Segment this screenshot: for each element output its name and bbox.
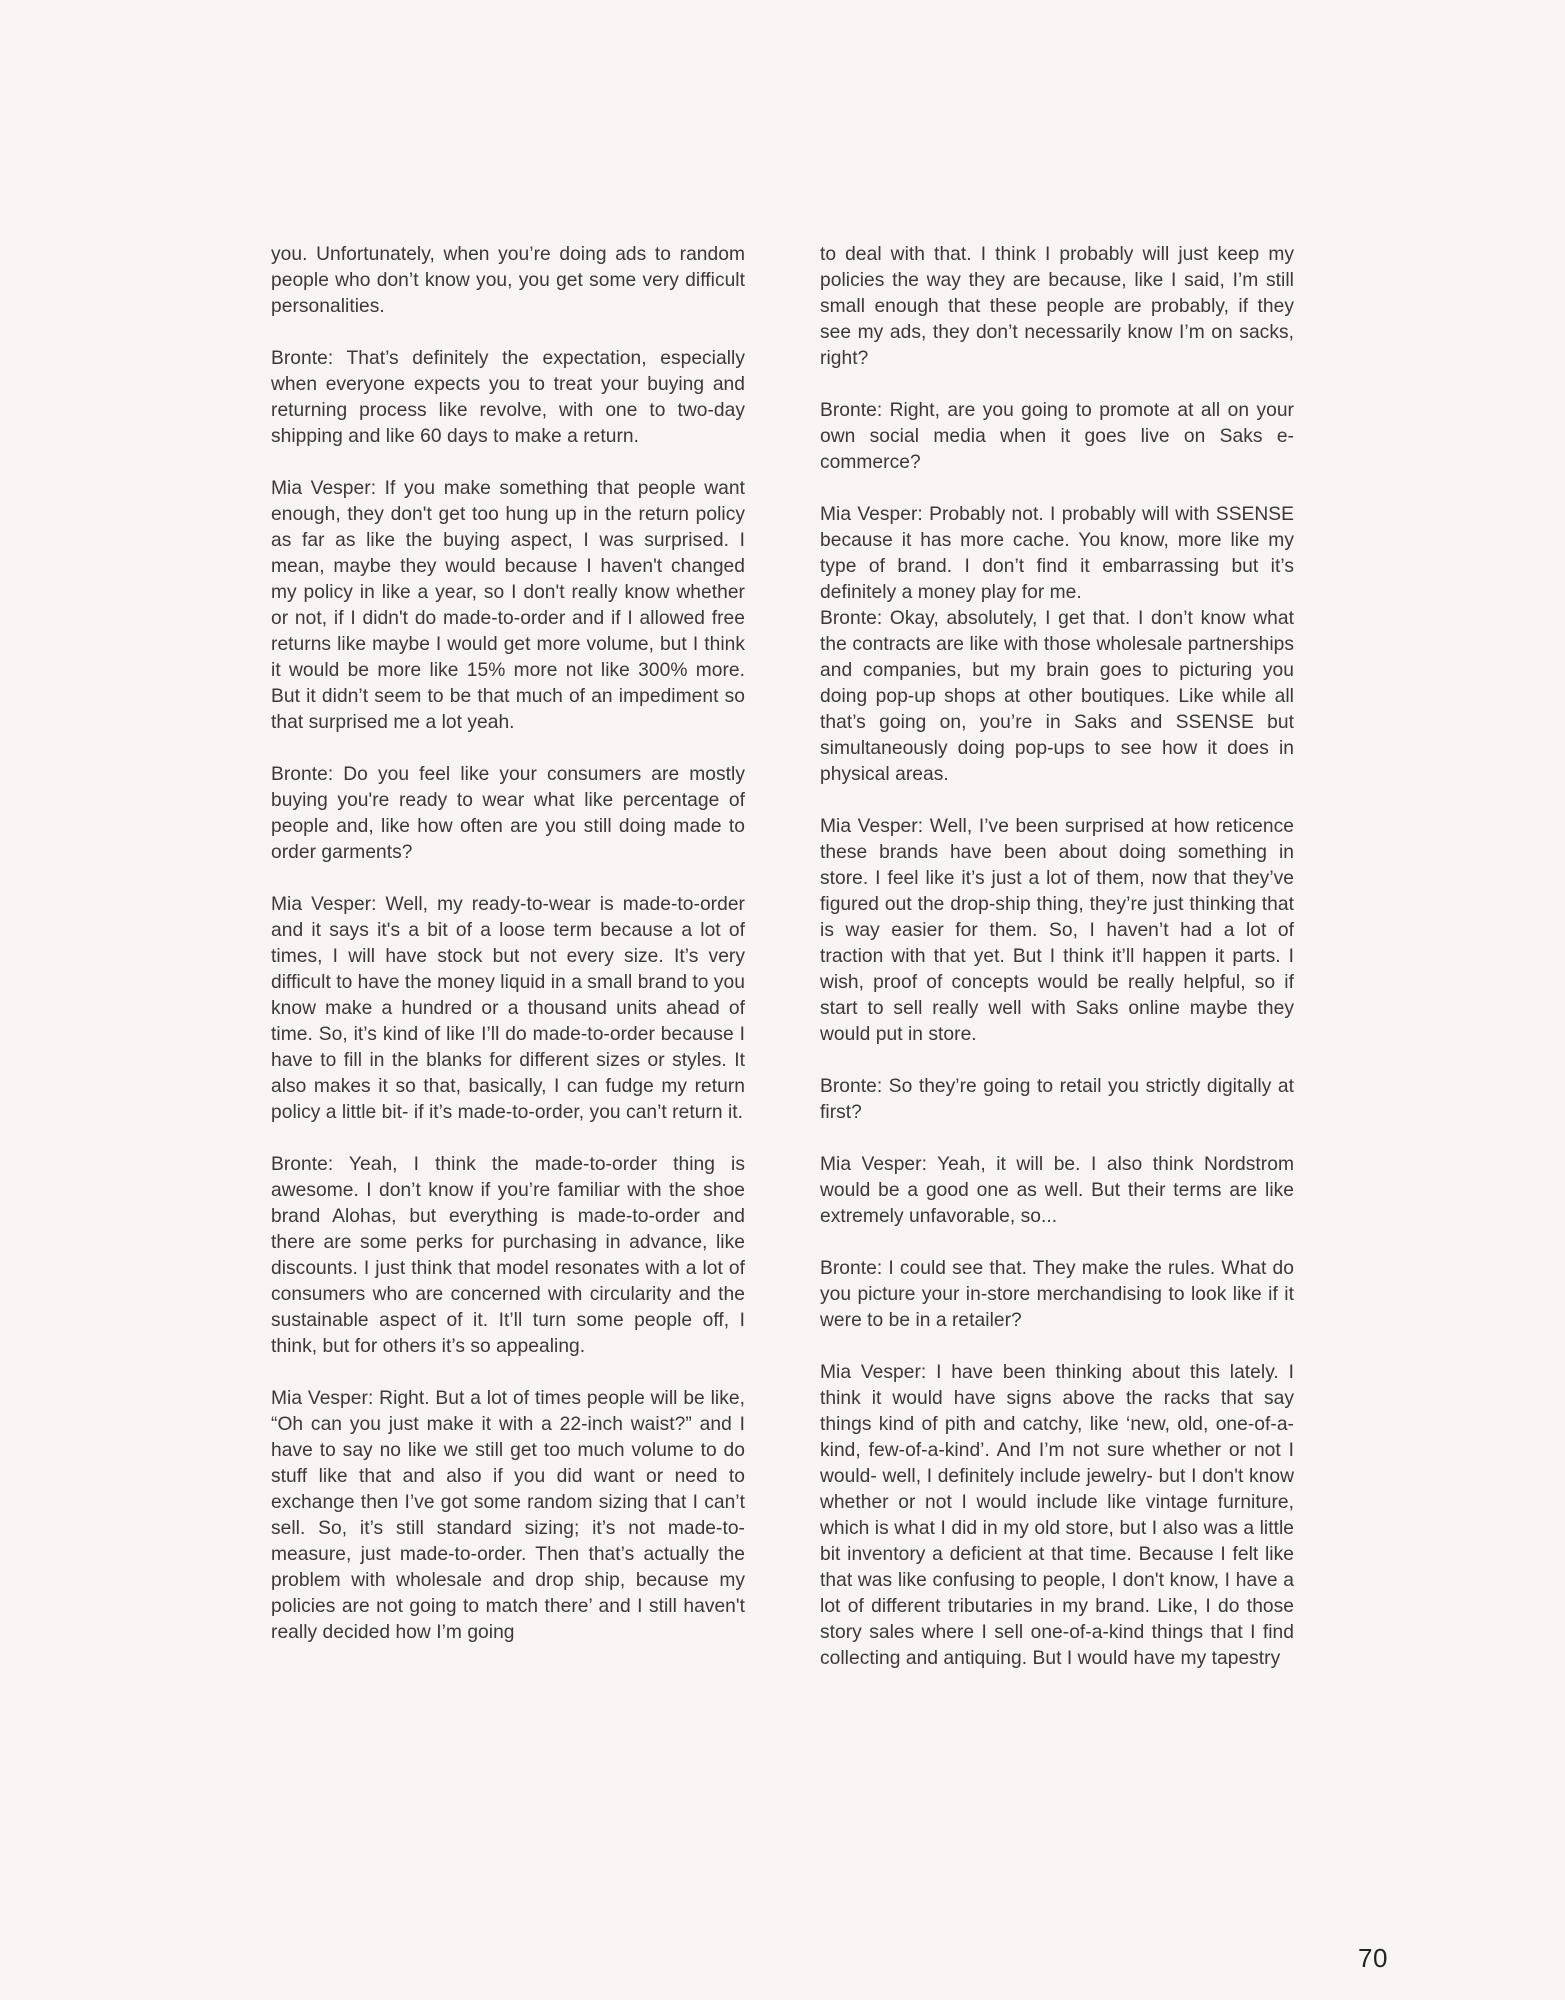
right-text-column (820, 242, 1294, 1698)
paragraph: Bronte: Okay, absolutely, I get that. I don’t know what the contracts are like with those wholesale partnerships and companies, but my brain goes to picturing you doing pop-up shops at other boutiques. Like while all that’s going on, you’re in Saks and SSENSE but simultaneously doing pop-ups to see how it does in physical areas. (820, 608, 1294, 785)
left-text-column (271, 242, 745, 1672)
paragraph: Mia Vesper: Well, I’ve been surprised at how reticence these brands have been about doing something in store. I feel like it’s just a lot of them, now that they’ve figured out the drop-ship thing, they’re just thinking that is way easier for them. So, I haven’t had a lot of traction with that yet. But I think it’ll happen it parts. I wish, proof of concepts would be really helpful, so if start to sell really well with Saks online maybe they would put in store. (820, 816, 1294, 1045)
paragraph: you. Unfortunately, when you’re doing ads to random people who don’t know you, you get some very difficult personalities. (271, 244, 745, 317)
paragraph: Bronte: Do you feel like your consumers are mostly buying you're ready to wear what like percentage of people and, like how often are you still doing made to order garments? (271, 764, 745, 863)
paragraph: Mia Vesper: I have been thinking about this lately. I think it would have signs above the racks that say things kind of pith and catchy, like ‘new, old, one-of-a-kind, few-of-a-kind’. And I’m not sure whether or not I would- well, I definitely include jewelry- but I don't know whether or not I would include like vintage furniture, which is what I did in my old store, but I also was a little bit inventory a deficient at that time. Because I felt like that was like confusing to people, I don't know, I have a lot of different tributaries in my brand. Like, I do those story sales where I sell one-of-a-kind things that I find collecting and antiquing. But I would have my tapestry (820, 1362, 1294, 1669)
paragraph: Bronte: That’s definitely the expectation, especially when everyone expects you to treat your buying and returning process like revolve, with one to two-day shipping and like 60 days to make a return. (271, 348, 745, 447)
paragraph: Mia Vesper: Well, my ready-to-wear is made-to-order and it says it's a bit of a loose term because a lot of times, I will have stock but not every size. It’s very difficult to have the money liquid in a small brand to you know make a hundred or a thousand units ahead of time. So, it’s kind of like I’ll do made-to-order because I have to fill in the blanks for different sizes or styles. It also makes it so that, basically, I can fudge my return policy a little bit- if it’s made-to-order, you can’t return it. (271, 894, 745, 1123)
paragraph: Mia Vesper: Right. But a lot of times people will be like, “Oh can you just make it with a 22-inch waist?” and I have to say no like we still get too much volume to do stuff like that and also if you did want or need to exchange then I’ve got some random sizing that I can’t sell. So, it’s still standard sizing; it’s not made-to-measure, just made-to-order. Then that’s actually the problem with wholesale and drop ship, because my policies are not going to match there’ and I still haven't really decided how I’m going (271, 1388, 745, 1643)
paragraph: Bronte: So they’re going to retail you strictly digitally at first? (820, 1076, 1294, 1123)
paragraph: to deal with that. I think I probably will just keep my policies the way they are because, like I said, I’m still small enough that these people are probably, if they see my ads, they don’t necessarily know I’m on sacks, right? (820, 244, 1294, 369)
paragraph: Bronte: Yeah, I think the made-to-order thing is awesome. I don’t know if you’re familiar with the shoe brand Alohas, but everything is made-to-order and there are some perks for purchasing in advance, like discounts. I just think that model resonates with a lot of consumers who are concerned with circularity and the sustainable aspect of it. It’ll turn some people off, I think, but for others it’s so appealing. (271, 1154, 745, 1357)
paragraph: Mia Vesper: If you make something that people want enough, they don't get too hung up in the return policy as far as like the buying aspect, I was surprised. I mean, maybe they would because I haven't changed my policy in like a year, so I don't really know whether or not, if I didn't do made-to-order and if I allowed free returns like maybe I would get more volume, but I think it would be more like 15% more not like 300% more. But it didn’t seem to be that much of an impediment so that surprised me a lot yeah. (271, 478, 745, 733)
page-number: 70 (1358, 1943, 1388, 1973)
paragraph: Mia Vesper: Probably not. I probably will with SSENSE because it has more cache. You know, more like my type of brand. I don’t find it embarrassing but it’s definitely a money play for me. (820, 504, 1294, 603)
paragraph: Mia Vesper: Yeah, it will be. I also think Nordstrom would be a good one as well. But their terms are like extremely unfavorable, so... (820, 1154, 1294, 1227)
paragraph: Bronte: I could see that. They make the rules. What do you picture your in-store merchandising to look like if it were to be in a retailer? (820, 1258, 1294, 1331)
paragraph: Bronte: Right, are you going to promote at all on your own social media when it goes live on Saks e-commerce? (820, 400, 1294, 473)
